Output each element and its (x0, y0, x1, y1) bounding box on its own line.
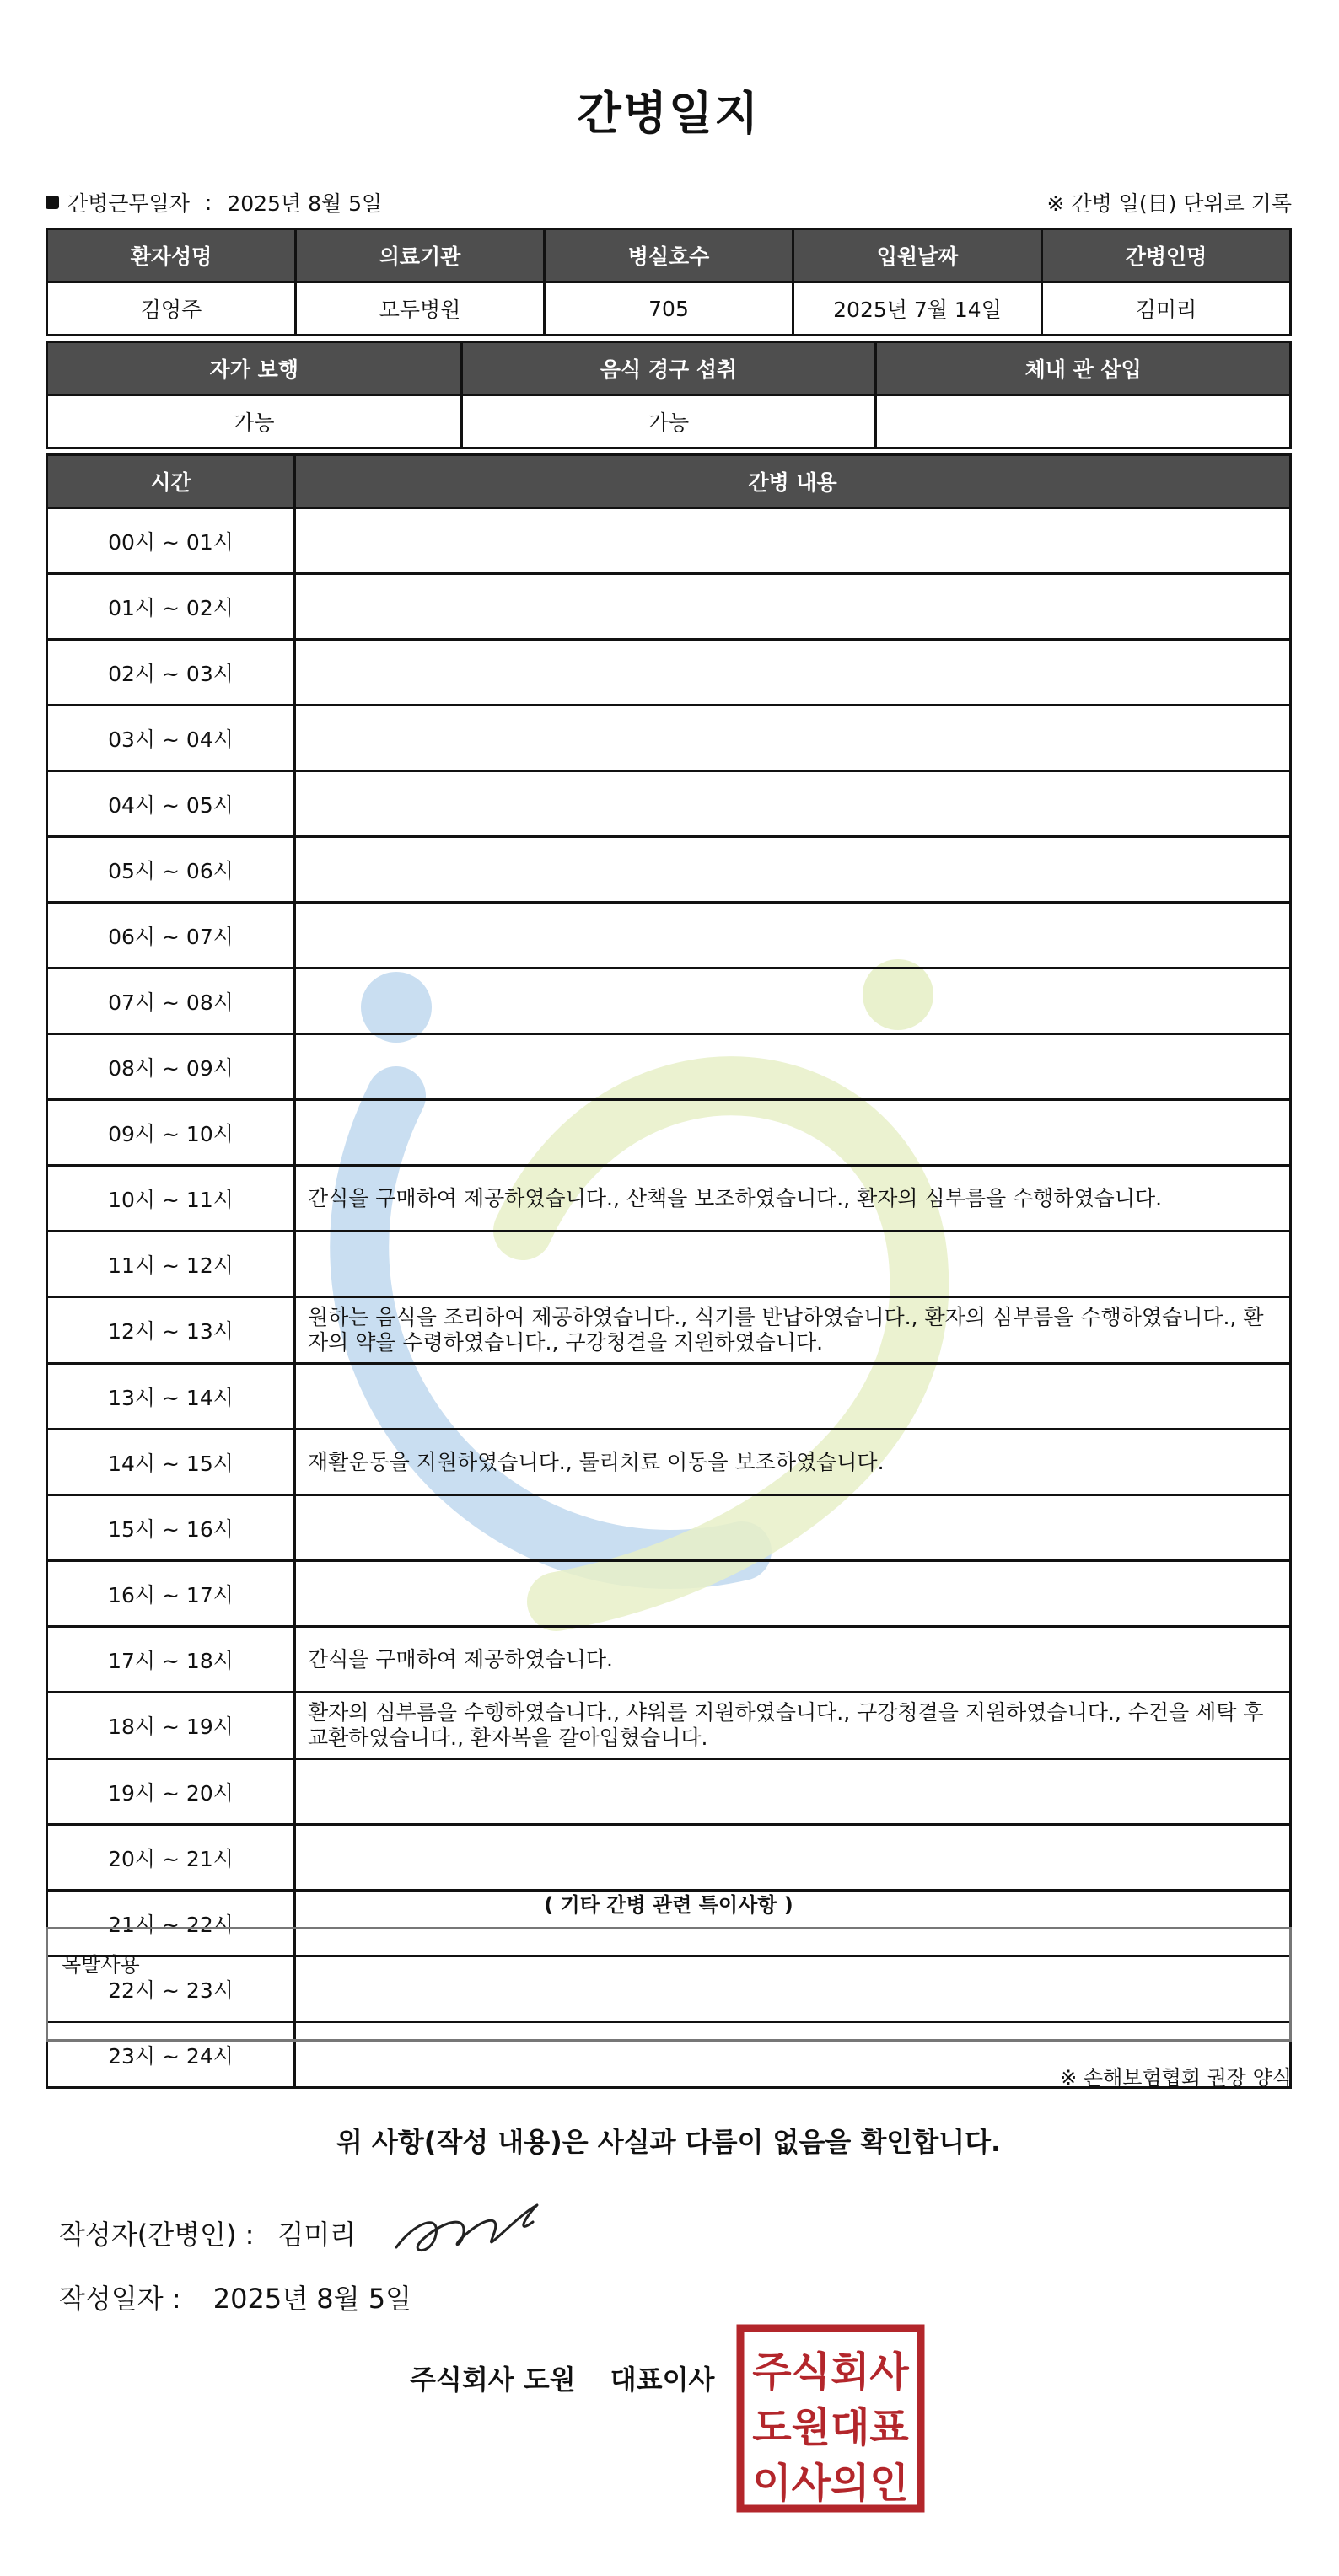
log-row (47, 1166, 1291, 1232)
log-time-cell: 02시 ~ 03시 (47, 640, 295, 706)
log-time-cell: 21시 ~ 22시 (47, 1891, 295, 1956)
status-value-row (47, 395, 1291, 448)
log-header-row (47, 455, 1291, 508)
header-cell: 자가 보행 (47, 342, 462, 395)
log-time-cell: 05시 ~ 06시 (47, 837, 295, 903)
log-row (47, 771, 1291, 837)
writer-label: 작성자(간병인) : (59, 2219, 255, 2251)
log-content-cell (295, 706, 1291, 771)
walking-status: 가능 (47, 395, 462, 448)
log-row (47, 1627, 1291, 1693)
log-row (47, 1759, 1291, 1825)
log-content-cell (295, 969, 1291, 1034)
log-content-cell (295, 1495, 1291, 1561)
log-content-cell (295, 1034, 1291, 1100)
status-header-row (47, 342, 1291, 395)
log-time-cell: 00시 ~ 01시 (47, 508, 295, 574)
representative-title: 대표이사 (610, 2364, 715, 2396)
log-row (47, 1561, 1291, 1627)
log-content-cell: 간식을 구매하여 제공하였습니다. (295, 1627, 1291, 1693)
company-line (410, 2359, 714, 2397)
time-header: 시간 (47, 455, 295, 508)
square-bullet-icon (46, 196, 59, 209)
seal-line-2: 도원대표 (752, 2404, 909, 2451)
header-cell: 입원날짜 (793, 229, 1042, 282)
patient-value-row (47, 282, 1291, 335)
log-time-cell: 15시 ~ 16시 (47, 1495, 295, 1561)
care-log-table (46, 453, 1292, 2089)
log-time-cell: 03시 ~ 04시 (47, 706, 295, 771)
work-date-value: 2025년 8월 5일 (227, 191, 383, 216)
work-date-line (46, 187, 382, 217)
log-row (47, 1693, 1291, 1759)
log-body (47, 508, 1291, 2088)
seal-line-1: 주식회사 (752, 2348, 909, 2396)
signature-image (390, 2188, 550, 2264)
log-time-cell: 12시 ~ 13시 (47, 1297, 295, 1364)
log-content-cell: 원하는 음식을 조리하여 제공하였습니다., 식기를 반납하였습니다., 환자의 심부름을 수행하였습니다., 환자의 약을 수령하였습니다., 구강청결을 지원하였습니다. (295, 1297, 1291, 1364)
written-date-line (59, 2278, 411, 2316)
log-row (47, 1825, 1291, 1891)
colon: : (204, 190, 212, 215)
log-content-cell: 환자의 심부름을 수행하였습니다., 샤워를 지원하였습니다., 구강청결을 지원하였습니다., 수건을 세탁 후 교환하였습니다., 환자복을 갈아입혔습니다. (295, 1693, 1291, 1759)
seal-line-3: 이사의인 (752, 2460, 909, 2507)
log-time-cell: 19시 ~ 20시 (47, 1759, 295, 1825)
log-content-cell (295, 837, 1291, 903)
oral-intake-status: 가능 (461, 395, 876, 448)
log-time-cell: 23시 ~ 24시 (47, 2022, 295, 2088)
log-time-cell: 22시 ~ 23시 (47, 1956, 295, 2022)
log-row (47, 706, 1291, 771)
log-row (47, 969, 1291, 1034)
notes-text: 목발사용 (62, 1953, 140, 1977)
content-header: 간병 내용 (295, 455, 1291, 508)
log-content-cell (295, 1561, 1291, 1627)
log-time-cell: 09시 ~ 10시 (47, 1100, 295, 1166)
log-row (47, 903, 1291, 969)
log-row (47, 1364, 1291, 1430)
log-time-cell: 01시 ~ 02시 (47, 574, 295, 640)
log-content-cell: 재활운동을 지원하였습니다., 물리치료 이동을 보조하였습니다. (295, 1430, 1291, 1495)
log-content-cell (295, 508, 1291, 574)
log-content-cell (295, 1100, 1291, 1166)
log-time-cell: 08시 ~ 09시 (47, 1034, 295, 1100)
log-content-cell: 간식을 구매하여 제공하였습니다., 산책을 보조하였습니다., 환자의 심부름을 수행하였습니다. (295, 1166, 1291, 1232)
patient-header-row (47, 229, 1291, 282)
patient-name: 김영주 (47, 282, 296, 335)
tube-insertion-status (876, 395, 1291, 448)
date-value: 2025년 8월 5일 (212, 2283, 412, 2315)
log-row (47, 1232, 1291, 1297)
log-row (47, 1297, 1291, 1364)
company-seal-stamp (735, 2323, 926, 2514)
log-row (47, 1495, 1291, 1561)
log-time-cell: 13시 ~ 14시 (47, 1364, 295, 1430)
admission-date: 2025년 7월 14일 (793, 282, 1042, 335)
log-content-cell (295, 1364, 1291, 1430)
header-cell: 병실호수 (545, 229, 793, 282)
log-row (47, 574, 1291, 640)
log-time-cell: 18시 ~ 19시 (47, 1693, 295, 1759)
log-time-cell: 11시 ~ 12시 (47, 1232, 295, 1297)
log-time-cell: 16시 ~ 17시 (47, 1561, 295, 1627)
notes-box (46, 1927, 1292, 2042)
log-content-cell (295, 1232, 1291, 1297)
log-content-cell (295, 903, 1291, 969)
page-title: 간병일지 (577, 87, 761, 140)
log-time-cell: 10시 ~ 11시 (47, 1166, 295, 1232)
writer-name: 김미리 (277, 2219, 357, 2251)
log-row (47, 1430, 1291, 1495)
log-content-cell (295, 640, 1291, 706)
room-number: 705 (545, 282, 793, 335)
log-time-cell: 04시 ~ 05시 (47, 771, 295, 837)
log-row (47, 837, 1291, 903)
log-content-cell (295, 574, 1291, 640)
log-row (47, 508, 1291, 574)
log-content-cell (295, 771, 1291, 837)
header-cell: 의료기관 (296, 229, 545, 282)
writer-line (59, 2214, 356, 2252)
log-content-cell (295, 1759, 1291, 1825)
log-time-cell: 14시 ~ 15시 (47, 1430, 295, 1495)
hospital-name: 모두병원 (296, 282, 545, 335)
log-row (47, 640, 1291, 706)
log-time-cell: 20시 ~ 21시 (47, 1825, 295, 1891)
header-cell: 체내 관 삽입 (876, 342, 1291, 395)
patient-status-table (46, 341, 1292, 449)
header-cell: 음식 경구 섭취 (461, 342, 876, 395)
log-row (47, 1034, 1291, 1100)
company-name: 주식회사 도원 (410, 2364, 576, 2396)
work-date-label: 간병근무일자 (67, 191, 190, 216)
header-cell: 간병인명 (1042, 229, 1291, 282)
form-source-note: ※ 손해보험협회 권장 양식 (1060, 2066, 1292, 2090)
caregiver-name: 김미리 (1042, 282, 1291, 335)
log-row (47, 1100, 1291, 1166)
date-label: 작성일자 : (59, 2283, 181, 2315)
header-cell: 환자성명 (47, 229, 296, 282)
record-note: ※ 간병 일(日) 단위로 기록 (1046, 191, 1292, 216)
confirmation-statement: 위 사항(작성 내용)은 사실과 다름이 없음을 확인합니다. (336, 2126, 1002, 2158)
log-time-cell: 17시 ~ 18시 (47, 1627, 295, 1693)
log-time-cell: 07시 ~ 08시 (47, 969, 295, 1034)
log-time-cell: 06시 ~ 07시 (47, 903, 295, 969)
notes-heading: ( 기타 간병 관련 특이사항 ) (544, 1893, 793, 1917)
patient-info-table (46, 228, 1292, 336)
log-content-cell (295, 1825, 1291, 1891)
